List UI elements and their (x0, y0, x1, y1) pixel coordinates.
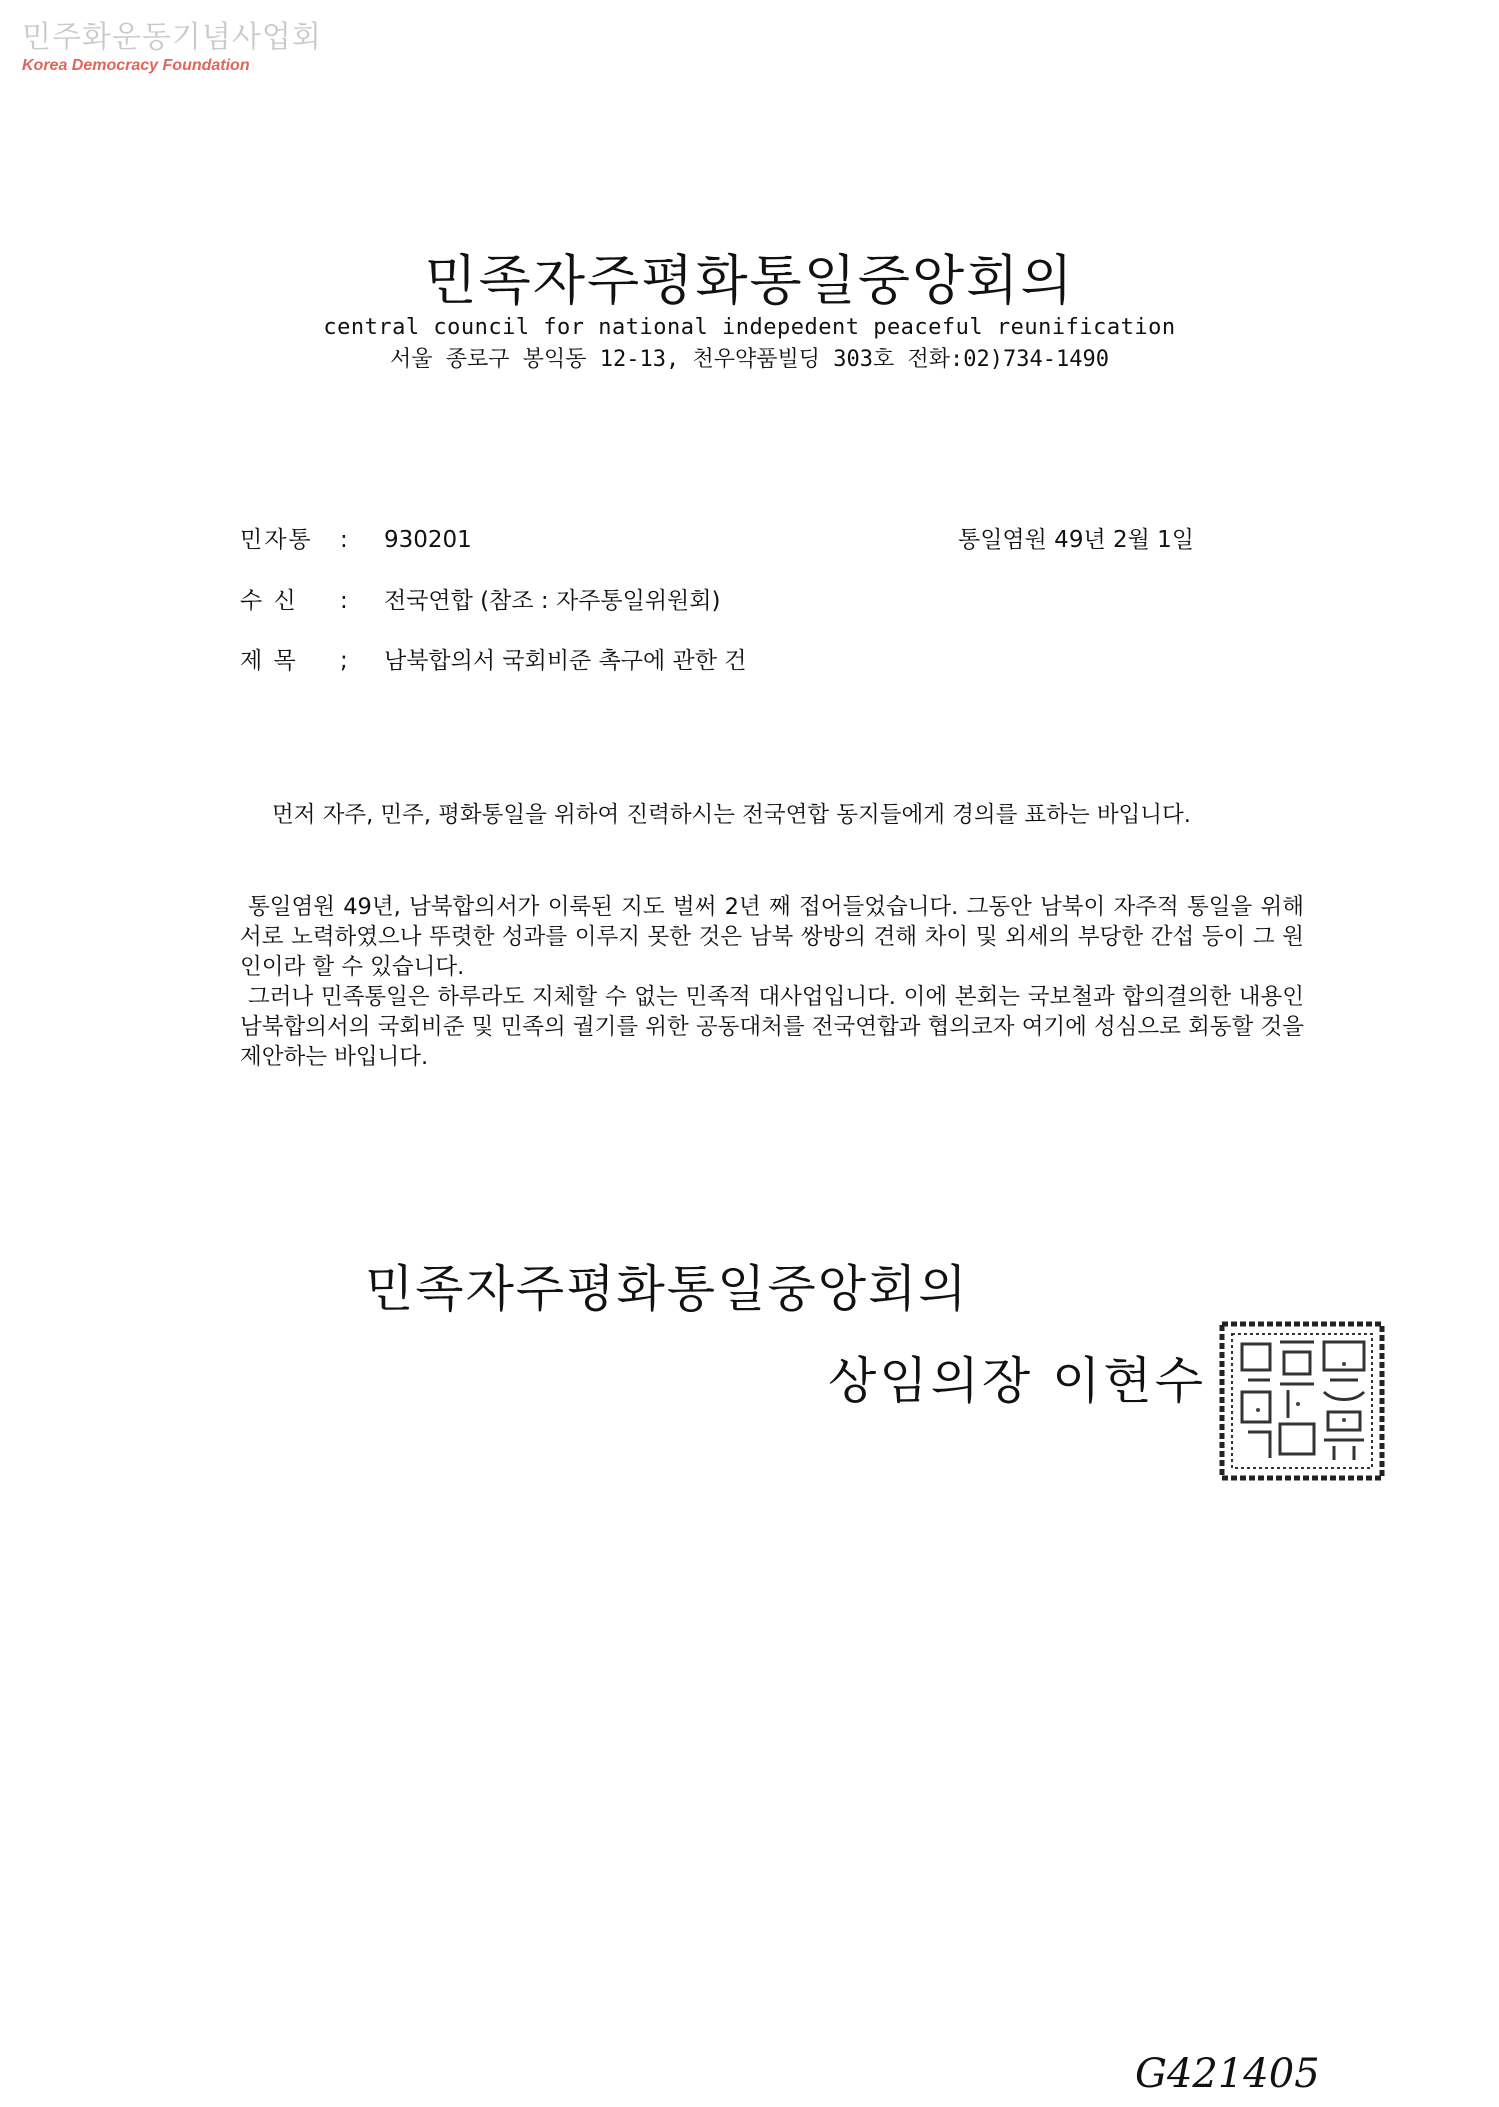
signature-person: 상임의장 이현수 (828, 1352, 1206, 1410)
subject-label: 제 목 (240, 648, 298, 674)
subject: 남북합의서 국회비준 촉구에 관한 건 (384, 648, 747, 674)
letterhead-title: 민족자주평화통일중앙회의 (424, 249, 1075, 312)
subject-row (240, 646, 747, 676)
body-paragraph-2 (240, 892, 1304, 1072)
doc-number-row (240, 525, 472, 555)
watermark-english: Korea Democracy Foundation (22, 57, 250, 74)
recipient-row (240, 586, 720, 616)
doc-number-separator: : (340, 527, 348, 553)
archive-number: G421405 (1135, 2051, 1320, 2097)
subject-separator: ; (340, 648, 348, 674)
recipient: 전국연합 (참조 : 자주통일위원회) (384, 588, 721, 614)
official-seal-icon (1218, 1320, 1386, 1482)
letterhead-english-name: central council for national indepedent peaceful reunification (323, 315, 1176, 340)
watermark-korean: 민주화운동기념사업회 (22, 20, 322, 55)
paragraph-proposal: 그러나 민족통일은 하루라도 지체할 수 없는 민족적 대사업입니다. 이에 본회는 국보철과 합의결의한 내용인 남북합의서의 국회비준 및 민족의 궐기를 위한 공동대처를 전국연합과 협의코자 여기에 성심으로 회동할 것을 제안하는 바입니다. (240, 984, 1304, 1070)
letterhead-address: 서울 종로구 봉익동 12-13, 천우약품빌딩 303호 전화:02)734-1490 (390, 347, 1109, 372)
recipient-label: 수 신 (240, 588, 298, 614)
signature-organization: 민족자주평화통일중앙회의 (365, 1260, 969, 1318)
watermark (22, 20, 322, 76)
doc-number: 930201 (384, 527, 472, 553)
recipient-separator: : (340, 588, 348, 614)
paragraph-greeting: 먼저 자주, 민주, 평화통일을 위하여 진력하시는 전국연합 동지들에게 경의를 표하는 바입니다. (272, 802, 1191, 828)
body-paragraph-1 (240, 800, 1304, 830)
doc-date: 통일염원 49년 2월 1일 (958, 527, 1194, 553)
paragraph-background: 통일염원 49년, 남북합의서가 이룩된 지도 벌써 2년 째 접어들었습니다. 그동안 남북이 자주적 통일을 위해 서로 노력하였으나 뚜렷한 성과를 이루지 못한 것은 남북 쌍방의 견해 차이 및 외세의 부당한 간섭 등이 그 원인이라 할 수 있습니다. (240, 894, 1304, 980)
doc-number-label: 민자통 (240, 527, 313, 553)
